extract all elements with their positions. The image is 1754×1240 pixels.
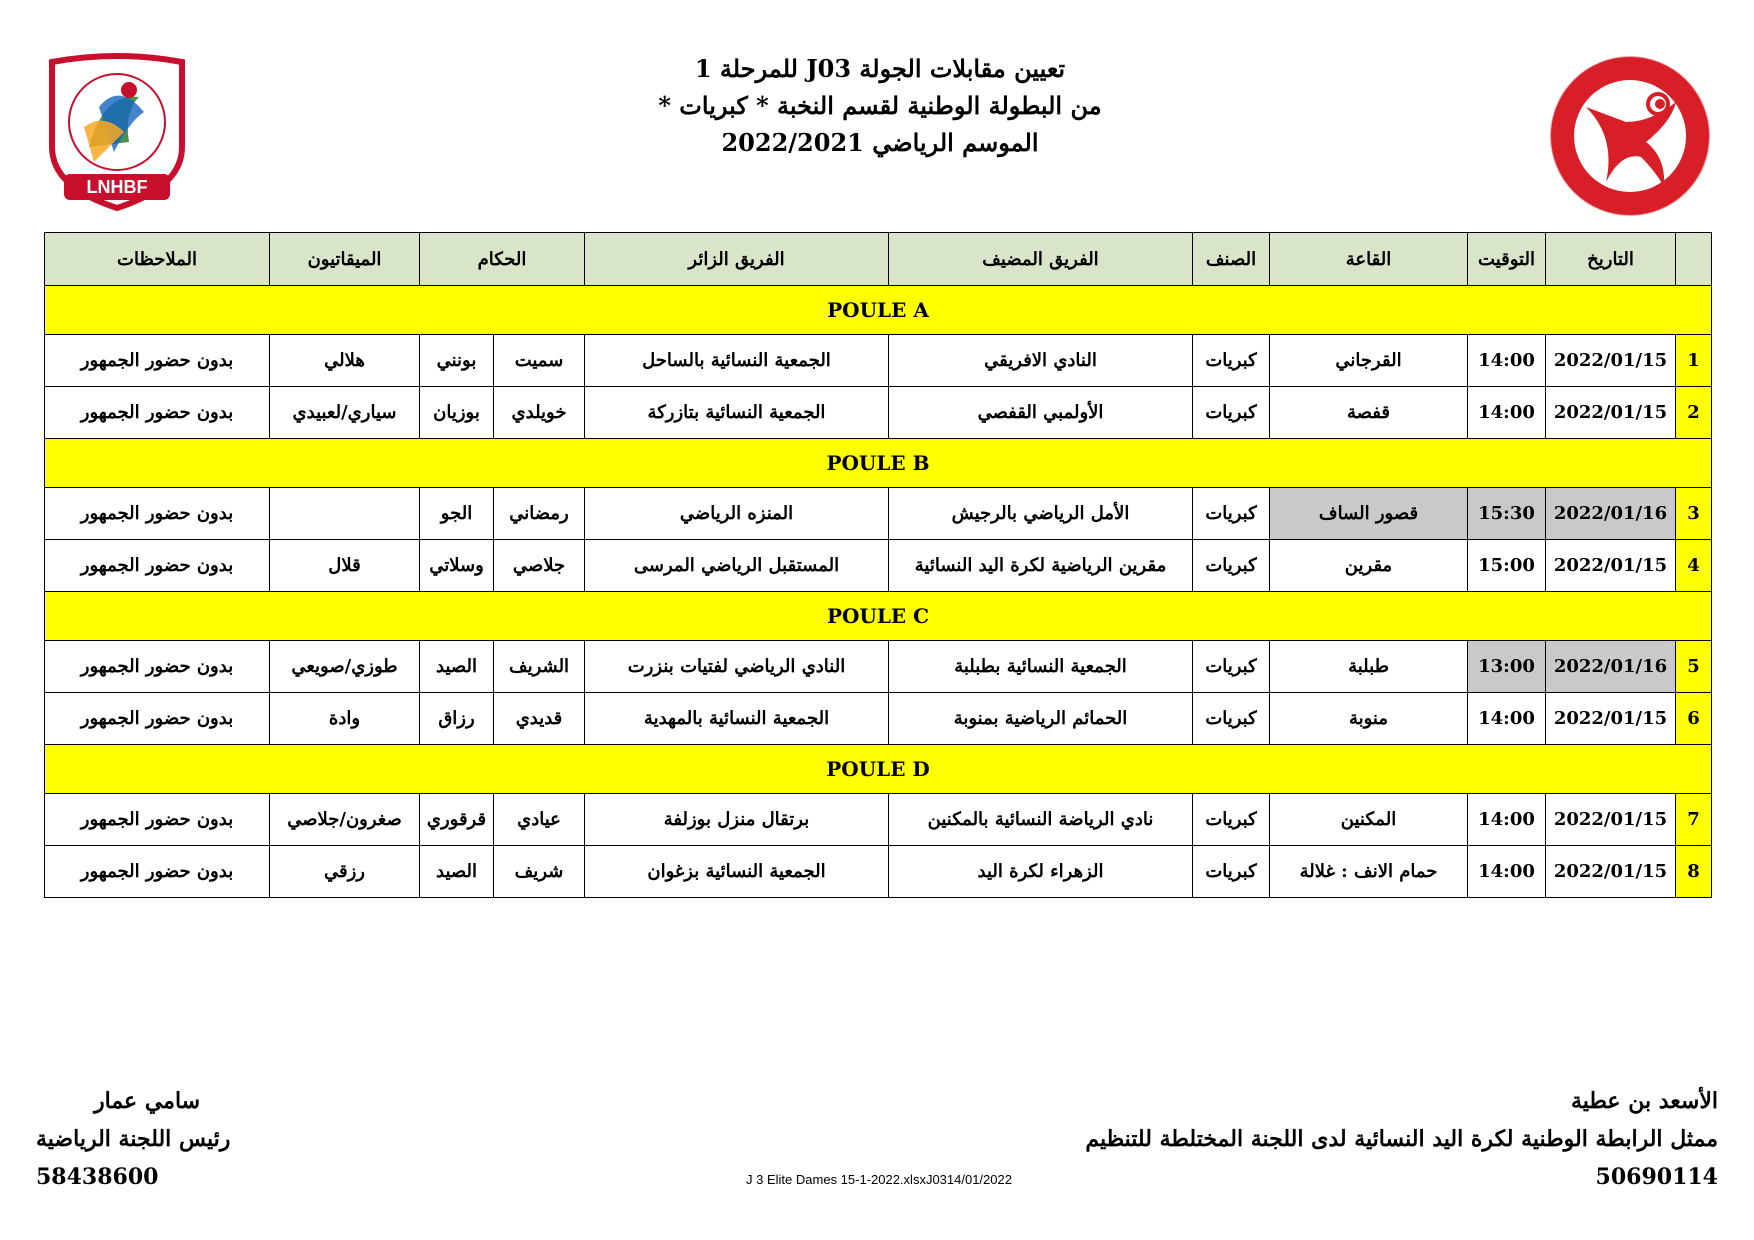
match-category: كبريات [1193, 794, 1270, 846]
match-number: 1 [1676, 335, 1712, 387]
referee-2: قرقوري [420, 794, 494, 846]
match-time: 14:00 [1468, 794, 1546, 846]
match-hall: قصور الساف [1270, 488, 1468, 540]
match-time: 14:00 [1468, 387, 1546, 439]
signer-phone: 50690114 [1595, 1164, 1718, 1190]
match-number: 7 [1676, 794, 1712, 846]
match-date: 2022/01/15 [1546, 693, 1676, 745]
header-row [45, 233, 1712, 286]
home-team: الجمعية النسائية بطبلبة [889, 641, 1193, 693]
header-hall: القاعة [1270, 233, 1468, 286]
poule-row [45, 745, 1712, 794]
match-time: 14:00 [1468, 846, 1546, 898]
title-line-1: تعيين مقابلات الجولة J03 للمرحلة 1 [694, 54, 1066, 83]
match-row [45, 846, 1712, 898]
referee-2: بوزيان [420, 387, 494, 439]
poule-name: POULE C [45, 592, 1712, 641]
away-team: الجمعية النسائية بالمهدية [585, 693, 889, 745]
signer-role: ممثل الرابطة الوطنية لكرة اليد النسائية لدى اللجنة المختلطة للتنظيم [1085, 1126, 1718, 1152]
lnhbf-logo [44, 52, 190, 212]
referee-2: الصيد [420, 641, 494, 693]
match-hall: القرجاني [1270, 335, 1468, 387]
home-team: الحمائم الرياضية بمنوبة [889, 693, 1193, 745]
header-time: التوقيت [1468, 233, 1546, 286]
match-category: كبريات [1193, 846, 1270, 898]
match-row [45, 540, 1712, 592]
referee-2: رزاق [420, 693, 494, 745]
match-hall: طبلبة [1270, 641, 1468, 693]
poule-name: POULE A [45, 286, 1712, 335]
referee-1: الشريف [494, 641, 585, 693]
match-time: 15:00 [1468, 540, 1546, 592]
referee-1: سميت [494, 335, 585, 387]
header-home: الفريق المضيف [889, 233, 1193, 286]
away-team: المنزه الرياضي [585, 488, 889, 540]
away-team: الجمعية النسائية بتازركة [585, 387, 889, 439]
match-number: 3 [1676, 488, 1712, 540]
match-notes: بدون حضور الجمهور [45, 540, 270, 592]
signature-league-rep [1085, 1082, 1718, 1196]
match-time: 14:00 [1468, 693, 1546, 745]
header-category: الصنف [1193, 233, 1270, 286]
match-time: 15:30 [1468, 488, 1546, 540]
match-date: 2022/01/15 [1546, 387, 1676, 439]
match-category: كبريات [1193, 540, 1270, 592]
referee-1: جلاصي [494, 540, 585, 592]
match-row [45, 335, 1712, 387]
header-date: التاريخ [1546, 233, 1676, 286]
match-row [45, 387, 1712, 439]
home-team: النادي الافريقي [889, 335, 1193, 387]
timekeepers: هلالي [270, 335, 420, 387]
match-hall: حمام الانف : غلالة [1270, 846, 1468, 898]
poule-name: POULE D [45, 745, 1712, 794]
match-number: 5 [1676, 641, 1712, 693]
referee-1: عيادي [494, 794, 585, 846]
match-time: 14:00 [1468, 335, 1546, 387]
home-team: الأولمبي القفصي [889, 387, 1193, 439]
match-date: 2022/01/15 [1546, 335, 1676, 387]
match-time: 13:00 [1468, 641, 1546, 693]
timekeepers: رزقي [270, 846, 420, 898]
signer-phone: 58438600 [36, 1164, 159, 1190]
signer-name: سامي عمار [94, 1088, 201, 1114]
header-timekeepers: الميقاتيون [270, 233, 420, 286]
referee-2: الجو [420, 488, 494, 540]
timekeepers: قلال [270, 540, 420, 592]
match-notes: بدون حضور الجمهور [45, 846, 270, 898]
away-team: الجمعية النسائية بالساحل [585, 335, 889, 387]
lnhbf-logo-text: LNHBF [86, 177, 148, 197]
footer-filename: J 3 Elite Dames 15-1-2022.xlsxJ0314/01/2022 [746, 1172, 1012, 1187]
signer-name: الأسعد بن عطية [1570, 1088, 1718, 1114]
referee-1: شريف [494, 846, 585, 898]
poule-row [45, 592, 1712, 641]
match-row [45, 488, 1712, 540]
referee-2: الصيد [420, 846, 494, 898]
home-team: الزهراء لكرة اليد [889, 846, 1193, 898]
home-team: مقرين الرياضية لكرة اليد النسائية [889, 540, 1193, 592]
match-date: 2022/01/15 [1546, 540, 1676, 592]
match-notes: بدون حضور الجمهور [45, 794, 270, 846]
away-team: الجمعية النسائية بزغوان [585, 846, 889, 898]
header-referees: الحكام [420, 233, 585, 286]
match-hall: مقرين [1270, 540, 1468, 592]
title-line-3: الموسم الرياضي 2022/2021 [721, 128, 1039, 157]
match-category: كبريات [1193, 488, 1270, 540]
match-notes: بدون حضور الجمهور [45, 641, 270, 693]
match-notes: بدون حضور الجمهور [45, 335, 270, 387]
timekeepers: طوزي/صويعي [270, 641, 420, 693]
away-team: النادي الرياضي لفتيات بنزرت [585, 641, 889, 693]
poule-name: POULE B [45, 439, 1712, 488]
match-number: 8 [1676, 846, 1712, 898]
match-number: 2 [1676, 387, 1712, 439]
timekeepers: وادة [270, 693, 420, 745]
match-hall: المكنين [1270, 794, 1468, 846]
match-date: 2022/01/15 [1546, 794, 1676, 846]
match-category: كبريات [1193, 641, 1270, 693]
match-notes: بدون حضور الجمهور [45, 488, 270, 540]
home-team: نادي الرياضة النسائية بالمكنين [889, 794, 1193, 846]
match-row [45, 794, 1712, 846]
timekeepers: صغرون/جلاصي [270, 794, 420, 846]
match-notes: بدون حضور الجمهور [45, 387, 270, 439]
poule-row [45, 286, 1712, 335]
signer-role: رئيس اللجنة الرياضية [36, 1126, 231, 1152]
referee-2: بونني [420, 335, 494, 387]
timekeepers [270, 488, 420, 540]
match-hall: منوبة [1270, 693, 1468, 745]
match-row [45, 693, 1712, 745]
match-category: كبريات [1193, 693, 1270, 745]
timekeepers: سياري/لعبيدي [270, 387, 420, 439]
match-notes: بدون حضور الجمهور [45, 693, 270, 745]
match-date: 2022/01/16 [1546, 488, 1676, 540]
schedule-table [44, 232, 1712, 898]
away-team: المستقبل الرياضي المرسى [585, 540, 889, 592]
away-team: برتقال منزل بوزلفة [585, 794, 889, 846]
match-date: 2022/01/15 [1546, 846, 1676, 898]
match-date: 2022/01/16 [1546, 641, 1676, 693]
referee-1: رمضاني [494, 488, 585, 540]
signature-sports-committee [36, 1082, 230, 1196]
referee-1: خويلدي [494, 387, 585, 439]
ftha-logo [1546, 52, 1714, 220]
match-row [45, 641, 1712, 693]
title-line-2: من البطولة الوطنية لقسم النخبة * كبريات * [658, 91, 1102, 120]
match-category: كبريات [1193, 387, 1270, 439]
referee-1: قديدي [494, 693, 585, 745]
referee-2: وسلاتي [420, 540, 494, 592]
header-num [1676, 233, 1712, 286]
poule-row [45, 439, 1712, 488]
document-title [540, 50, 1220, 161]
header-away: الفريق الزائر [585, 233, 889, 286]
match-category: كبريات [1193, 335, 1270, 387]
match-number: 4 [1676, 540, 1712, 592]
match-number: 6 [1676, 693, 1712, 745]
header-notes: الملاحظات [45, 233, 270, 286]
home-team: الأمل الرياضي بالرجيش [889, 488, 1193, 540]
match-hall: قفصة [1270, 387, 1468, 439]
